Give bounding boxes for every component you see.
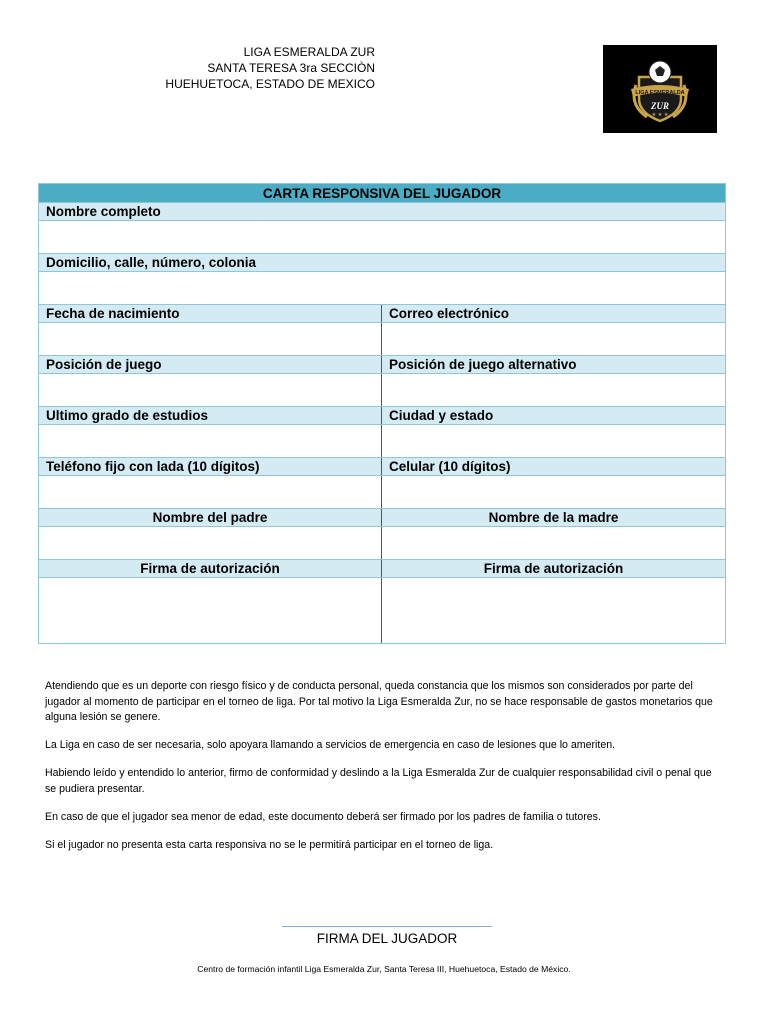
sign-father-field[interactable] [39,578,382,644]
label-city-state: Ciudad y estado [382,407,726,425]
player-signature-label: FIRMA DEL JUGADOR [316,931,458,946]
header-line-2: SANTA TERESA 3ra SECCIÒN [207,61,375,75]
player-form-table [38,183,726,644]
label-education: Ultimo grado de estudios [39,407,382,425]
birth-date-field[interactable] [39,323,382,356]
father-field[interactable] [39,527,382,560]
header-line-3: HUEHUETOCA, ESTADO DE MEXICO [165,77,375,91]
alt-position-field[interactable] [382,374,726,407]
label-birth-date: Fecha de nacimiento [39,305,382,323]
address-field[interactable] [39,272,726,305]
label-full-name: Nombre completo [39,203,726,221]
full-name-field[interactable] [39,221,726,254]
label-sign-father: Firma de autorización [39,560,382,578]
league-header [150,44,375,92]
paragraph: Atendiendo que es un deporte con riesgo físico y de conducta personal, queda constancia que los mismos son considerados por parte del jugador al momento de participar en el torneo de liga. Por tal motivo la Liga Esmeralda Zur, no se hace responsable de gastos monetarios que alguna lesión se genere. [45,680,713,723]
form-title: CARTA RESPONSIVA DEL JUGADOR [39,184,726,203]
logo-text-top: LIGA ESMERALDA [635,90,685,96]
label-father: Nombre del padre [39,509,382,527]
header-line-1: LIGA ESMERALDA ZUR [243,45,375,59]
label-email: Correo electrónico [382,305,726,323]
education-field[interactable] [39,425,382,458]
paragraph: En caso de que el jugador sea menor de edad, este documento deberá ser firmado por los padres de familia o tutores. [45,810,601,823]
player-signature-line[interactable] [282,926,492,927]
position-field[interactable] [39,374,382,407]
sign-mother-field[interactable] [382,578,726,644]
page-footer: Centro de formación infantil Liga Esmeralda Zur, Santa Teresa III, Huehuetoca, Estado de México. [197,964,571,974]
paragraph: La Liga en caso de ser necesaria, solo apoyara llamando a servicios de emergencia en caso de lesiones que lo ameriten. [45,739,616,751]
label-landline: Teléfono fijo con lada (10 dígitos) [39,458,382,476]
logo-text-bottom: ZUR [651,101,669,111]
mother-field[interactable] [382,527,726,560]
svg-text:★ ★ ★: ★ ★ ★ [651,112,669,118]
label-mobile: Celular (10 dígitos) [382,458,726,476]
league-logo [603,45,717,133]
label-sign-mother: Firma de autorización [382,560,726,578]
mobile-field[interactable] [382,476,726,509]
disclaimer-text [45,679,725,866]
label-address: Domicilio, calle, número, colonia [39,254,726,272]
paragraph: Si el jugador no presenta esta carta responsiva no se le permitirá participar en el torneo de liga. [45,838,494,851]
label-alt-position: Posición de juego alternativo [382,356,726,374]
label-position: Posición de juego [39,356,382,374]
paragraph: Habiendo leído y entendido lo anterior, firmo de conformidad y deslindo a la Liga Esmeralda Zur de cualquier responsabilidad civil o penal que se pudiera presentar. [45,767,712,795]
city-state-field[interactable] [382,425,726,458]
label-mother: Nombre de la madre [382,509,726,527]
landline-field[interactable] [39,476,382,509]
shield-crest-icon [603,45,717,133]
email-field[interactable] [382,323,726,356]
